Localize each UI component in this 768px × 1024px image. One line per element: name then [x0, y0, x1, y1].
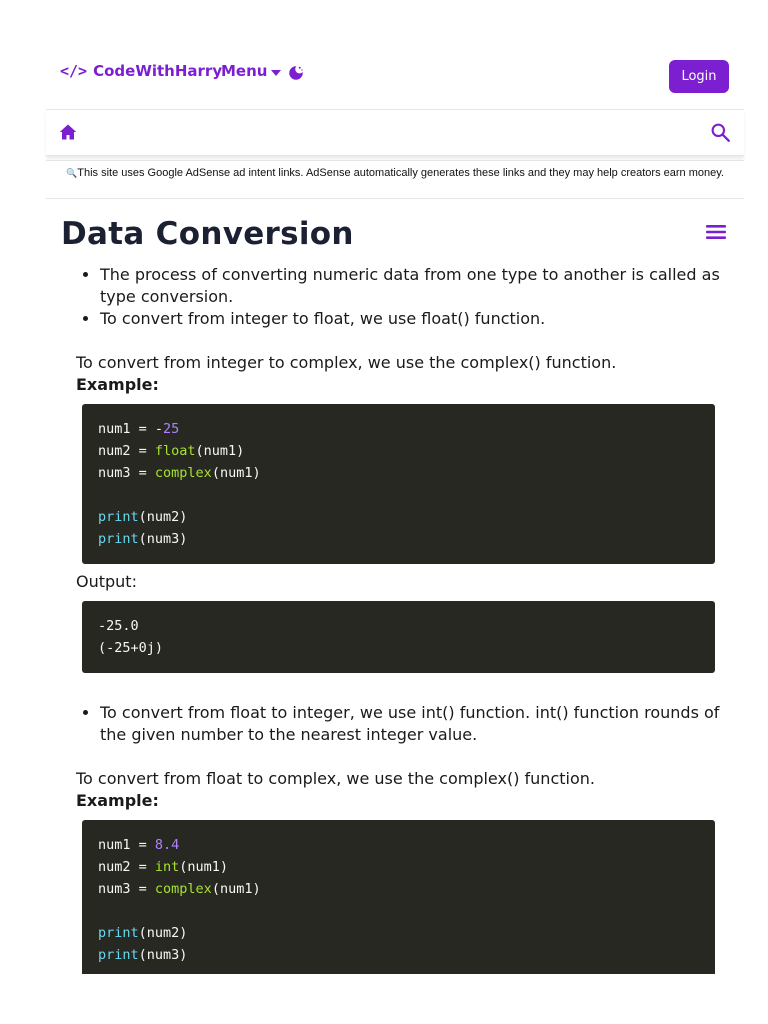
table-of-contents-menu-icon[interactable]	[706, 224, 726, 240]
code-line	[98, 944, 699, 966]
code-token: complex	[154, 465, 212, 481]
code-token: num1 =	[98, 837, 155, 853]
code-block-1	[82, 404, 715, 564]
paragraph-int-to-complex: To convert from integer to complex, we use the complex() function.	[76, 353, 617, 372]
login-button[interactable]: Login	[669, 60, 729, 93]
code-line	[98, 856, 699, 878]
code-brackets-icon: </>	[60, 62, 88, 80]
code-token: num3 =	[98, 881, 155, 897]
output-line: (-25+0j)	[98, 640, 164, 656]
code-token: print	[98, 947, 139, 963]
bullet-item: • To convert from float to integer, we use int() function. int() function rounds of the given number to the nearest integer value.	[100, 702, 730, 746]
adsense-notice	[46, 160, 744, 199]
site-header	[46, 0, 744, 110]
code-token: complex	[154, 881, 212, 897]
code-token: (num2)	[138, 925, 188, 941]
code-token: (num2)	[138, 509, 188, 525]
code-token: 8.4	[154, 837, 180, 853]
example-label-1: Example:	[76, 375, 159, 394]
bullet-list-1	[100, 264, 730, 330]
code-token: float	[154, 443, 196, 459]
brand-logo-link[interactable]	[60, 62, 222, 80]
code-token: num1 = -	[98, 421, 164, 437]
code-line	[98, 462, 699, 484]
code-line	[98, 878, 699, 900]
code-token: (num1)	[179, 859, 229, 875]
caret-down-icon	[271, 70, 281, 76]
home-icon[interactable]	[59, 123, 77, 141]
code-token: int	[154, 859, 180, 875]
magnifier-small-icon: 🔍	[66, 168, 78, 178]
output-label: Output:	[76, 572, 137, 591]
menu-label: Menu	[221, 62, 268, 80]
code-token: 25	[163, 421, 180, 437]
code-token: print	[98, 509, 139, 525]
search-icon[interactable]	[710, 122, 731, 143]
bullet-item: • The process of converting numeric data from one type to another is called as type conversion.	[100, 264, 730, 308]
code-line	[98, 484, 699, 506]
output-block-1	[82, 601, 715, 673]
bullet-item: • To convert from integer to float, we use float() function.	[100, 308, 730, 330]
brand-name: CodeWithHarry	[93, 62, 223, 80]
nav-bar	[46, 110, 744, 156]
code-line	[98, 528, 699, 550]
code-block-2	[82, 820, 715, 974]
dark-mode-moon-icon[interactable]	[287, 64, 305, 82]
code-token: num2 =	[98, 859, 155, 875]
code-token: (num3)	[138, 947, 188, 963]
code-line	[98, 418, 699, 440]
code-line	[98, 440, 699, 462]
output-line: -25.0	[98, 618, 139, 634]
code-token: print	[98, 531, 139, 547]
page	[46, 0, 744, 1024]
adsense-notice-text: This site uses Google AdSense ad intent links. AdSense automatically generates these links and they may help creators earn money.	[77, 167, 724, 179]
code-line	[98, 506, 699, 528]
menu-dropdown-button[interactable]	[221, 62, 281, 80]
paragraph-float-to-complex: To convert from float to complex, we use the complex() function.	[76, 769, 595, 788]
code-token: (num1)	[211, 465, 261, 481]
code-line	[98, 834, 699, 856]
code-token: (num3)	[138, 531, 188, 547]
bullet-list-2	[100, 702, 730, 746]
code-line	[98, 900, 699, 922]
code-token: (num1)	[211, 881, 261, 897]
code-token: num3 =	[98, 465, 155, 481]
code-token: num2 =	[98, 443, 155, 459]
page-title: Data Conversion	[61, 216, 354, 252]
code-token: print	[98, 925, 139, 941]
code-token: (num1)	[195, 443, 245, 459]
code-line	[98, 922, 699, 944]
example-label-2: Example:	[76, 791, 159, 810]
